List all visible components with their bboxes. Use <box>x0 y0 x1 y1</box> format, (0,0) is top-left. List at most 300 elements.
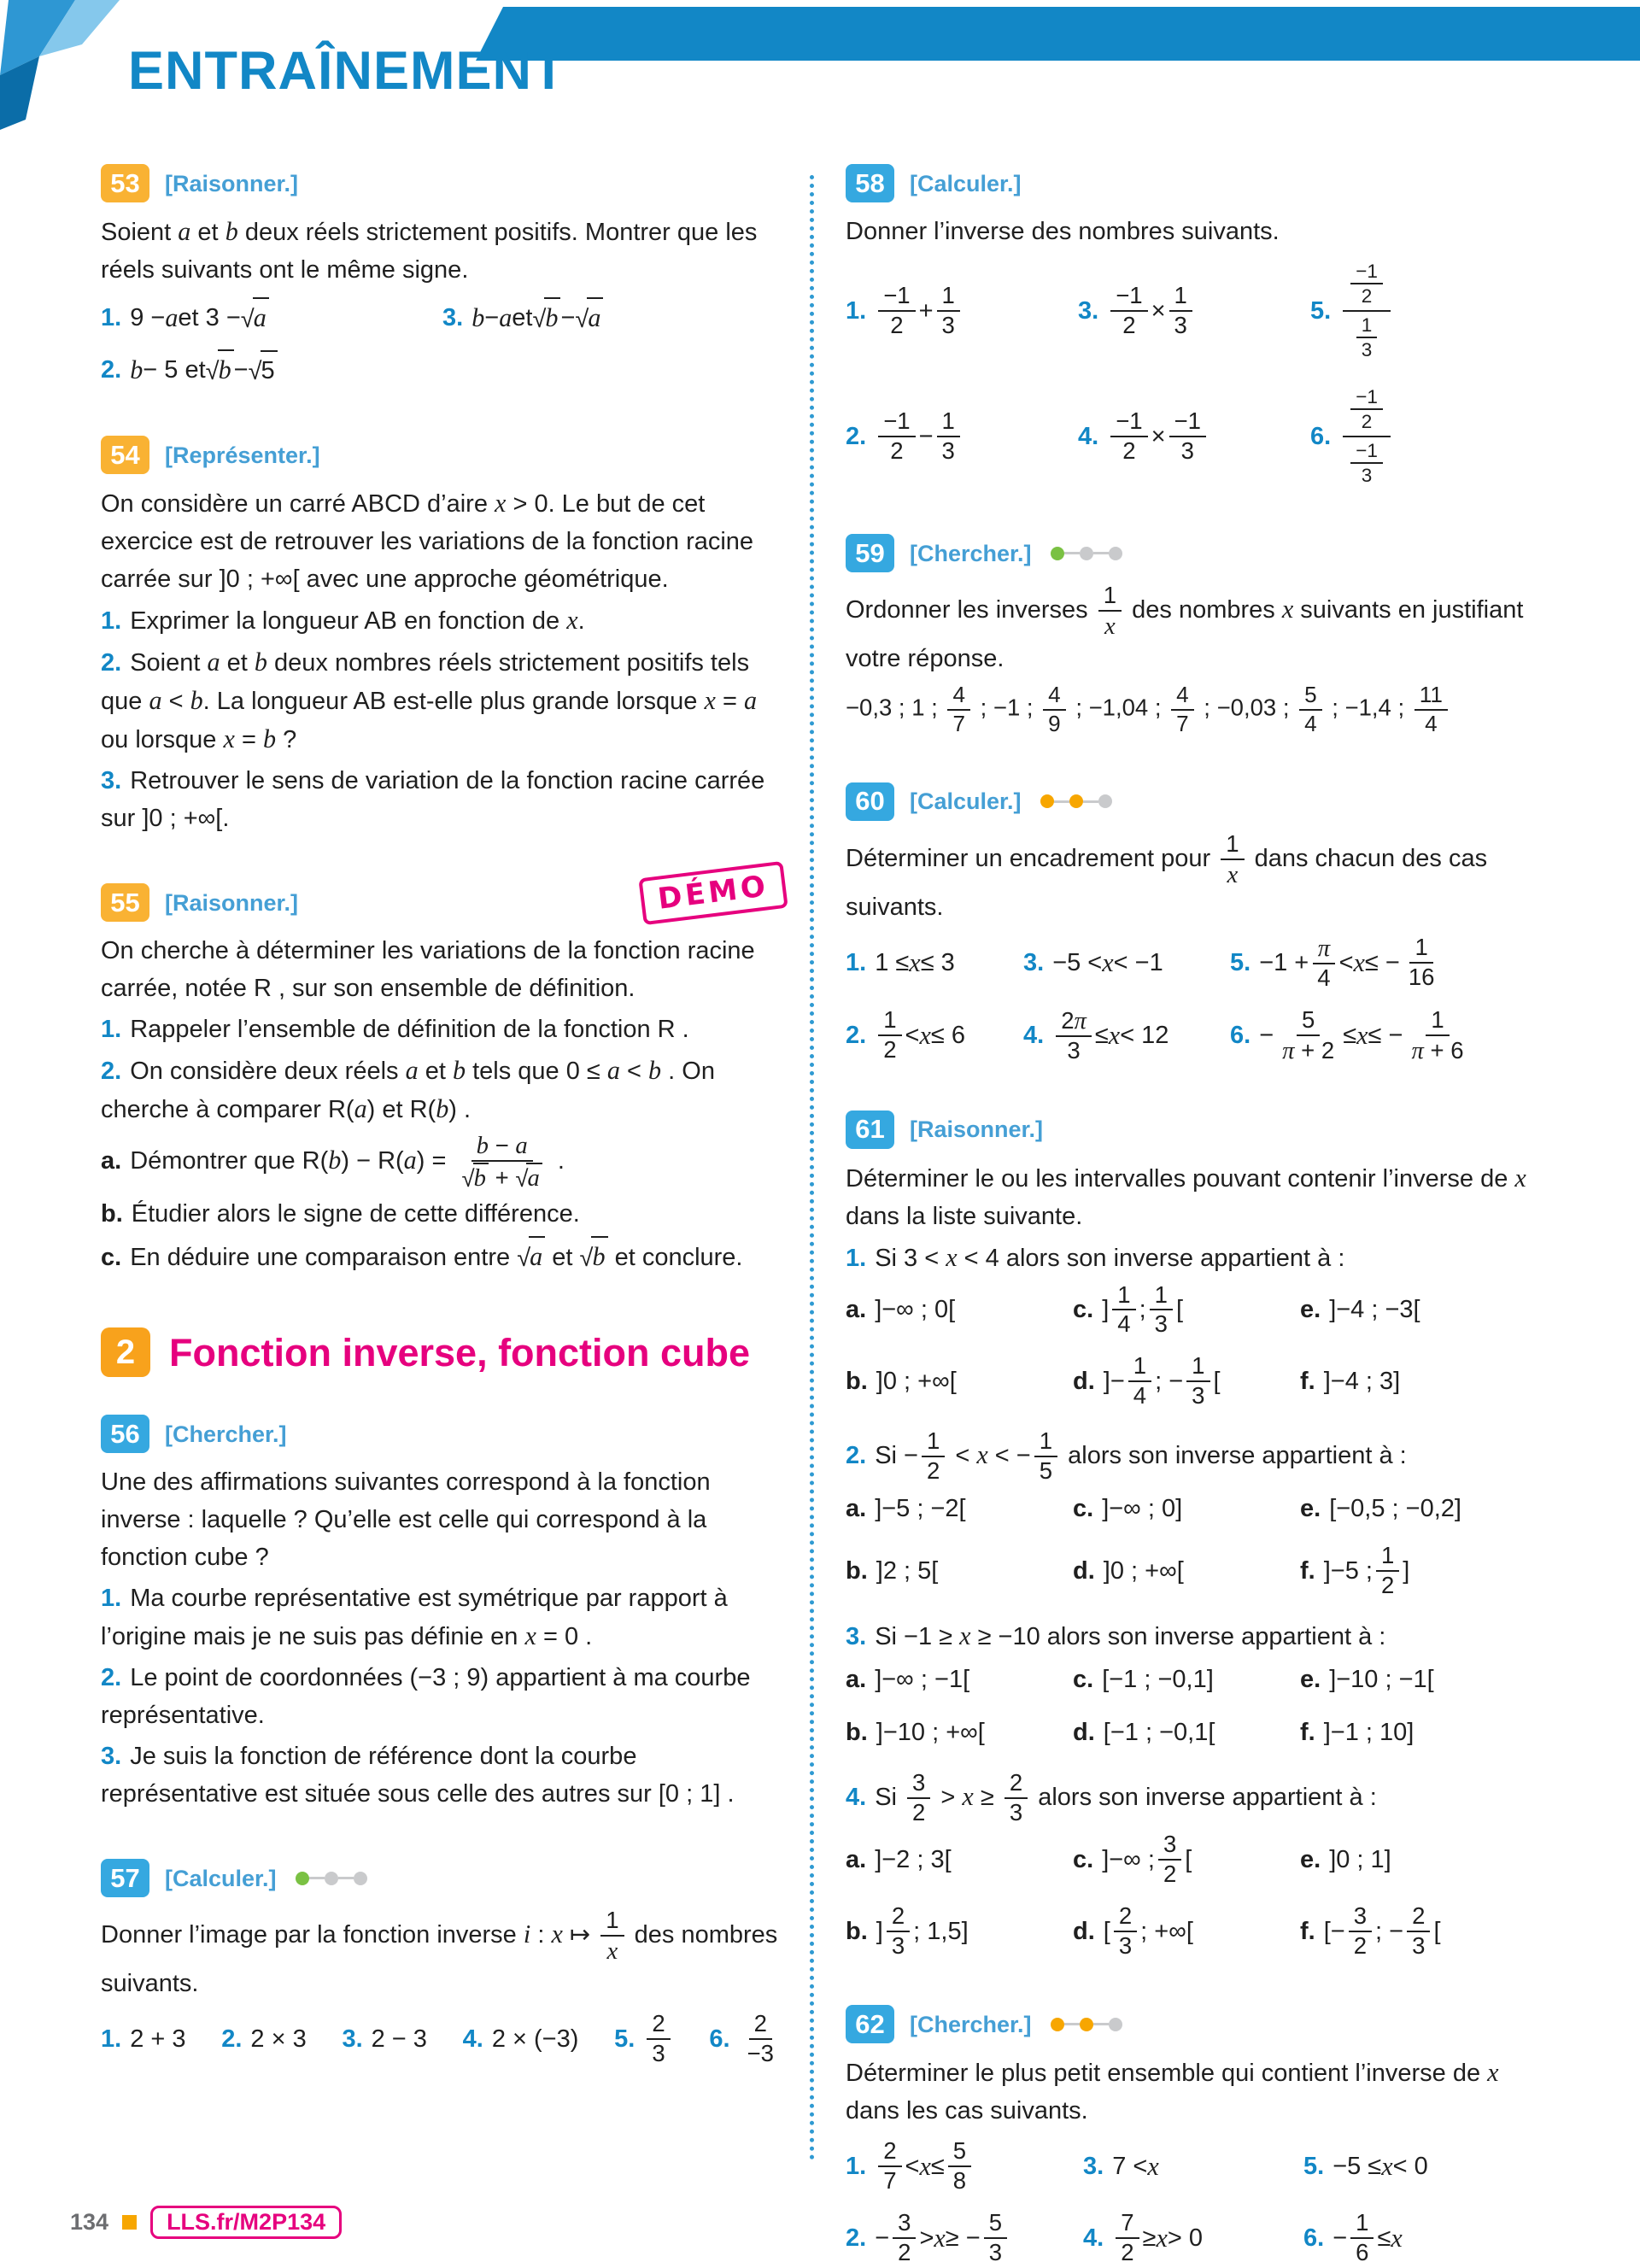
section-number-badge: 2 <box>101 1327 150 1377</box>
exercise-item <box>1300 1490 1529 1527</box>
fraction: $\frac{11}{4}$ <box>1414 683 1448 736</box>
exercise-item <box>1073 1661 1293 1698</box>
item-math: ]− $\frac{1}{4}$ ; − $\frac{1}{3}$ [ <box>1103 1352 1221 1409</box>
square-root: √a <box>575 297 603 337</box>
exercise-number-badge: 61 <box>846 1111 894 1149</box>
item-math: 2 − 3 <box>371 2025 427 2053</box>
item-label: b. <box>846 1719 868 1747</box>
item-label: 3. <box>846 1623 867 1651</box>
exercise-paragraph: Déterminer un encadrement pour $\frac{1}{x}$ dans chacun des cas suivants. <box>846 829 1488 921</box>
column-divider <box>810 175 814 2161</box>
item-text: Si − $\frac{1}{2}$ < x < − $\frac{1}{5}$ alors son inverse appartient à : <box>875 1427 1407 1484</box>
item-math: ]−5 ; $\frac{1}{2}$ ] <box>1323 1541 1410 1598</box>
fraction: $\frac{4}{9}$ <box>1043 683 1066 736</box>
item-label: 3. <box>1023 949 1045 977</box>
item-label: 5. <box>1230 949 1251 977</box>
item-label: e. <box>1300 1666 1321 1694</box>
exercise-header <box>846 2005 1529 2043</box>
exercise-item <box>101 762 782 837</box>
exercise-53 <box>101 164 782 390</box>
activity-tag: [Raisonner.] <box>165 889 299 916</box>
section-heading <box>101 1327 782 1377</box>
item-math: − $\frac{5}{\pi + 2}$ ≤ x ≤ − $\frac{1}{\pi + 6}$ <box>1259 1007 1472 1064</box>
exercise-paragraph: On cherche à déterminer les variations de la fonction racine carrée, notée R , sur son ensemble de définition. <box>101 937 755 1002</box>
item-label: 1. <box>846 949 867 977</box>
item-math: $\frac{-1}{2}$ + $\frac{1}{3}$ <box>875 283 964 339</box>
item-math: $\frac{-1}{2}$ − $\frac{1}{3}$ <box>875 408 964 465</box>
item-label: 1. <box>101 2025 122 2053</box>
exercise-item <box>1230 935 1529 992</box>
item-math: 9 − a et 3 − √a <box>130 297 269 337</box>
exercise-item <box>1073 1282 1293 1339</box>
difficulty-dot <box>354 1872 367 1885</box>
exercise-item <box>846 1490 1066 1527</box>
activity-tag: [Raisonner.] <box>910 1116 1044 1143</box>
difficulty-dot <box>1069 794 1083 808</box>
item-label: 4. <box>1078 422 1099 450</box>
item-label: 3. <box>1078 296 1099 325</box>
exercise-header <box>846 782 1529 821</box>
exercise-paragraph: Déterminer le ou les intervalles pouvant contenir l’inverse de x dans la liste suivante. <box>846 1163 1526 1230</box>
item-text: En déduire une comparaison entre √a et √b et conclure. <box>130 1244 742 1271</box>
item-label: 4. <box>462 2025 483 2053</box>
exercise-item <box>101 2020 186 2058</box>
fraction: $\frac{2}{-3}$ <box>747 2010 774 2066</box>
item-math: ] $\frac{1}{4}$ ; $\frac{1}{3}$ [ <box>1102 1281 1184 1338</box>
item-text: Rappeler l’ensemble de définition de la fonction R . <box>130 1016 689 1043</box>
item-math: −1 + $\frac{\pi}{4}$ < x ≤ − $\frac{1}{16}$ <box>1259 935 1443 992</box>
item-label: 6. <box>1303 2224 1325 2252</box>
exercise-item <box>846 1841 1066 1878</box>
item-text: Si $\frac{3}{2}$ > x ≥ $\frac{2}{3}$ alors son inverse appartient à : <box>875 1769 1377 1826</box>
exercise-paragraph: Ordonner les inverses $\frac{1}{x}$ des nombres x suivants en justifiant votre réponse. <box>846 582 1524 673</box>
item-text: Le point de coordonnées (−3 ; 9) appartient à ma courbe représentative. <box>101 1664 751 1730</box>
item-text: Étudier alors le signe de cette différence. <box>131 1200 580 1228</box>
item-math: [− $\frac{3}{2}$ ; − $\frac{2}{3}$ [ <box>1323 1902 1441 1959</box>
item-math: ]−1 ; 10] <box>1323 1719 1414 1747</box>
item-math: ]−∞ ; −1[ <box>875 1666 970 1694</box>
exercise-item-grid <box>846 1831 1529 1959</box>
exercise-57 <box>101 1859 782 2067</box>
item-text: On considère deux réels a et b tels que 0 ≤ a < b . On cherche à comparer R(a) et R(b) . <box>101 1056 715 1123</box>
fraction: $\frac{-1}{2}$ <box>878 408 915 465</box>
item-label: 3. <box>342 2025 363 2053</box>
fraction: $\frac{2\pi}{3}$ <box>1056 1007 1092 1064</box>
item-math: −5 ≤ x < 0 <box>1332 2152 1428 2182</box>
publisher-corner-logo <box>0 0 120 149</box>
exercise-number-badge: 57 <box>101 1859 149 1897</box>
exercise-54 <box>101 436 782 837</box>
item-label: 6. <box>709 2025 730 2053</box>
exercise-item <box>1073 1552 1293 1590</box>
item-math: [−1 ; −0,1[ <box>1103 1719 1215 1747</box>
item-label: b. <box>846 1368 868 1396</box>
exercise-item-grid <box>101 297 782 390</box>
exercise-item <box>846 1007 1016 1064</box>
item-math: ]0 ; +∞[ <box>1103 1556 1184 1585</box>
item-math: b − a et √b − √a <box>472 297 603 337</box>
item-math: b − 5 et √b − √5 <box>130 349 277 390</box>
exercise-item <box>101 1195 782 1233</box>
exercise-header <box>101 164 782 202</box>
item-text: Ma courbe représentative est symétrique par rapport à l’origine mais je ne suis pas définie en x = 0 . <box>101 1585 728 1651</box>
item-label: e. <box>1300 1296 1321 1324</box>
section-title: Fonction inverse, fonction cube <box>169 1330 751 1374</box>
difficulty-indicator <box>296 1872 367 1885</box>
fraction: $\frac{1}{3}$ <box>937 283 960 339</box>
exercise-item <box>846 1770 1529 1826</box>
item-math: $\frac{7}{2}$ ≥ x > 0 <box>1112 2210 1203 2266</box>
item-math: $\frac{1}{2}$ < x ≤ 6 <box>875 1007 965 1064</box>
difficulty-dot-link <box>1093 2023 1109 2025</box>
item-label: 1. <box>846 1244 867 1272</box>
exercise-55 <box>101 869 782 1276</box>
difficulty-dot-link <box>1083 800 1098 803</box>
activity-tag: [Chercher.] <box>910 2011 1032 2037</box>
activity-tag: [Chercher.] <box>910 540 1032 566</box>
exercise-item-grid <box>846 1282 1529 1409</box>
square-root: √b <box>532 297 560 337</box>
item-label: 3. <box>1083 2153 1104 2181</box>
exercise-item <box>101 1011 782 1048</box>
fraction: $\frac{1}{2}$ <box>878 1007 901 1064</box>
exercise-59 <box>846 534 1529 735</box>
item-label: 4. <box>846 1783 867 1811</box>
exercise-item <box>1023 1007 1223 1064</box>
exercise-item <box>1073 1714 1293 1751</box>
activity-tag: [Calculer.] <box>165 1865 277 1891</box>
exercise-header <box>846 534 1529 572</box>
fraction: $\frac{1}{2}$ <box>922 1428 945 1485</box>
difficulty-indicator <box>1051 547 1122 560</box>
item-math: 2 × 3 <box>250 2025 307 2053</box>
exercise-item <box>846 1552 1066 1590</box>
exercise-item <box>101 1052 782 1128</box>
exercise-item <box>101 1579 782 1656</box>
item-label: 6. <box>1230 1022 1251 1050</box>
item-label: 2. <box>846 2224 867 2252</box>
exercise-item <box>846 1291 1066 1328</box>
item-label: a. <box>846 1494 867 1522</box>
difficulty-dot <box>1080 547 1093 560</box>
item-math: −5 < x < −1 <box>1052 948 1163 978</box>
fraction: $\frac{1}{3}$ <box>1356 314 1378 361</box>
footer-link[interactable]: LLS.fr/M2P134 <box>150 2206 342 2239</box>
exercise-item <box>1303 2210 1529 2266</box>
fraction: $\frac{2}{3}$ <box>1407 1903 1430 1960</box>
exercise-header <box>101 1415 782 1453</box>
item-math: ]−∞ ; $\frac{3}{2}$ [ <box>1102 1831 1192 1887</box>
item-label: c. <box>1073 1296 1094 1324</box>
difficulty-dot-link <box>1093 552 1109 554</box>
square-root: √a <box>515 1164 542 1191</box>
item-math: ]−∞ ; 0[ <box>875 1296 956 1324</box>
fraction: $\frac{1}{2}$ <box>1376 1543 1399 1599</box>
exercise-item-grid <box>846 259 1529 488</box>
exercise-58 <box>846 164 1529 488</box>
exercise-60 <box>846 782 1529 1064</box>
fraction <box>1343 384 1391 488</box>
fraction: $\frac{2}{3}$ <box>647 2011 670 2067</box>
fraction: $\frac{7}{2}$ <box>1116 2210 1139 2266</box>
exercise-item-grid <box>846 2138 1529 2265</box>
exercise-item <box>1073 1353 1293 1409</box>
item-math <box>739 2011 782 2067</box>
exercise-paragraph: Donner l’inverse des nombres suivants. <box>846 218 1280 245</box>
exercise-61 <box>846 1111 1529 1960</box>
exercise-item <box>846 1617 1529 1656</box>
exercise-item <box>846 1363 1066 1400</box>
difficulty-dot <box>1080 2018 1093 2031</box>
item-label: c. <box>1073 1494 1094 1522</box>
item-label: 2. <box>846 1022 867 1050</box>
item-label: 3. <box>101 767 122 794</box>
fraction: $\frac{2}{3}$ <box>1114 1903 1137 1960</box>
exercise-56 <box>101 1415 782 1813</box>
math-list-line: −0,3 ; 1 ; $\frac{4}{7}$ ; −1 ; $\frac{4}{9}$ ; −1,04 ; $\frac{4}{7}$ ; −0,03 ; $\frac{5}{4}$ ; −1,4 ; $\frac{11}{4}$ <box>846 683 1529 736</box>
fraction: $\frac{5}{8}$ <box>948 2138 971 2195</box>
exercise-item <box>709 2011 782 2067</box>
exercise-item <box>1300 1714 1529 1751</box>
fraction: $\frac{1}{x}$ <box>600 1908 624 1965</box>
item-label: f. <box>1300 1719 1315 1747</box>
item-label: e. <box>1300 1845 1321 1873</box>
item-label: 1. <box>101 607 122 635</box>
exercise-item <box>101 643 782 759</box>
item-math: ]−2 ; 3[ <box>875 1845 952 1873</box>
exercise-number-badge: 53 <box>101 164 149 202</box>
fraction: $\frac{-1}{2}$ <box>1350 386 1383 433</box>
exercise-number-badge: 56 <box>101 1415 149 1453</box>
difficulty-indicator <box>1040 794 1112 808</box>
fraction: $\frac{3}{2}$ <box>1349 1903 1372 1960</box>
fraction: $\frac{-1}{2}$ <box>1110 283 1147 339</box>
exercise-item-grid <box>846 935 1529 1064</box>
square-root: √a <box>241 297 269 337</box>
exercise-62 <box>846 2005 1529 2265</box>
item-math: $\frac{-1}{2}$ × $\frac{1}{3}$ <box>1107 283 1196 339</box>
item-math: − $\frac{3}{2}$ > x ≥ − $\frac{5}{3}$ <box>875 2210 1010 2266</box>
square-root: √b <box>461 1164 488 1191</box>
square-root: √a <box>517 1244 545 1271</box>
item-label: 4. <box>1083 2224 1104 2252</box>
fraction <box>1343 259 1391 362</box>
page-number: 134 <box>70 2209 109 2235</box>
fraction: $\frac{3}{2}$ <box>1158 1831 1181 1888</box>
item-math: ]0 ; +∞[ <box>876 1368 957 1396</box>
item-math: $\frac{-1}{2}$ × $\frac{-1}{3}$ <box>1107 408 1210 465</box>
item-label: a. <box>846 1296 867 1324</box>
difficulty-dot <box>1051 2018 1064 2031</box>
footer-square-icon <box>122 2215 137 2230</box>
item-label: c. <box>1073 1845 1094 1873</box>
fraction: $\frac{1}{x}$ <box>1098 583 1122 640</box>
difficulty-indicator <box>1051 2018 1122 2031</box>
exercise-item <box>1230 1007 1529 1064</box>
exercise-item <box>846 1714 1066 1751</box>
fraction: $\frac{1}{6}$ <box>1350 2210 1374 2266</box>
exercise-item <box>101 601 782 640</box>
exercise-item <box>1310 259 1529 362</box>
fraction: $\frac{3}{2}$ <box>893 2210 916 2266</box>
exercise-item-grid <box>846 1661 1529 1751</box>
item-label: f. <box>1300 1368 1315 1396</box>
item-label: c. <box>1073 1666 1094 1694</box>
exercise-item <box>1073 1903 1293 1960</box>
item-label: 1. <box>846 2153 867 2181</box>
exercise-paragraph: Soient a et b deux réels strictement positifs. Montrer que les réels suivants ont le même signe. <box>101 217 758 284</box>
exercise-item <box>846 2210 1076 2266</box>
item-label: 5. <box>1310 296 1332 325</box>
item-text: Si 3 < x < 4 alors son inverse appartient à : <box>875 1242 1345 1272</box>
fraction: $\frac{1}{3}$ <box>1186 1353 1210 1409</box>
item-math: [−0,5 ; −0,2] <box>1329 1494 1461 1522</box>
exercise-item <box>846 1428 1529 1485</box>
exercise-number-badge: 62 <box>846 2005 894 2043</box>
exercise-item <box>101 349 436 390</box>
exercise-header <box>846 164 1529 202</box>
item-math: ]−10 ; +∞[ <box>876 1719 985 1747</box>
difficulty-dot-link <box>1064 2023 1080 2025</box>
page-title: ENTRAÎNEMENT <box>128 41 566 101</box>
item-math <box>643 2011 673 2067</box>
fraction: $\frac{5}{4}$ <box>1299 683 1322 736</box>
exercise-item <box>1300 1903 1529 1960</box>
activity-tag: [Raisonner.] <box>165 170 299 196</box>
exercise-item <box>846 2138 1076 2195</box>
item-label: f. <box>1300 1917 1315 1945</box>
exercise-number-badge: 55 <box>101 883 149 922</box>
exercise-header <box>846 1111 1529 1149</box>
square-root: √b <box>206 349 234 390</box>
item-label: 5. <box>1303 2153 1325 2181</box>
difficulty-dot <box>1109 2018 1122 2031</box>
exercise-number-badge: 58 <box>846 164 894 202</box>
fraction: $\frac{1}{4}$ <box>1112 1282 1135 1339</box>
exercise-item <box>614 2011 674 2067</box>
exercise-item <box>1300 1291 1529 1328</box>
item-math <box>1339 384 1394 488</box>
item-label: a. <box>846 1666 867 1694</box>
exercise-item <box>221 2020 307 2058</box>
square-root: √5 <box>249 350 278 390</box>
item-label: 5. <box>614 2025 636 2053</box>
item-label: f. <box>1300 1556 1315 1585</box>
exercise-item <box>1303 2148 1529 2185</box>
exercise-item <box>846 944 1016 982</box>
item-math: 2 + 3 <box>130 2025 186 2053</box>
item-label: b. <box>846 1556 868 1585</box>
item-label: 1. <box>101 1016 122 1043</box>
fraction: $\frac{2}{7}$ <box>878 2138 901 2195</box>
exercise-item <box>1078 283 1303 339</box>
right-column <box>846 164 1529 2268</box>
difficulty-dot-link <box>1064 552 1080 554</box>
item-label: 4. <box>1023 1022 1045 1050</box>
exercise-item <box>846 408 1071 465</box>
item-math: $\frac{2\pi}{3}$ ≤ x < 12 <box>1052 1007 1168 1064</box>
item-text: Soient a et b deux nombres réels strictement positifs tels que a < b. La longueur AB est-elle plus grande lorsque x = a ou lorsque x = b ? <box>101 648 758 753</box>
item-math: ]−5 ; −2[ <box>875 1494 966 1522</box>
exercise-item <box>1300 1363 1529 1400</box>
fraction: $\frac{5}{3}$ <box>984 2210 1007 2266</box>
exercise-item <box>463 2020 579 2058</box>
exercise-item <box>1300 1543 1529 1599</box>
item-label: 1. <box>846 296 867 325</box>
fraction: $\frac{2}{3}$ <box>887 1903 910 1960</box>
item-label: 2. <box>101 1058 122 1085</box>
item-label: 3. <box>101 1743 122 1771</box>
exercise-item <box>101 1132 782 1192</box>
square-root: √b <box>580 1244 608 1271</box>
exercise-paragraph: Donner l’image par la fonction inverse i : x ↦ $\frac{1}{x}$ des nombres suivants. <box>101 1907 778 1998</box>
item-math: ]−10 ; −1[ <box>1329 1666 1434 1694</box>
fraction: $\frac{2}{3}$ <box>1004 1770 1028 1826</box>
fraction: $\frac{-1}{2}$ <box>1110 408 1147 465</box>
item-text: Si −1 ≥ x ≥ −10 alors son inverse appartient à : <box>875 1621 1386 1651</box>
fraction: $\frac{1}{4}$ <box>1128 1353 1151 1409</box>
item-label: 2. <box>846 422 867 450</box>
activity-tag: [Calculer.] <box>910 788 1022 815</box>
item-math: $\frac{2}{7}$ < x ≤ $\frac{5}{8}$ <box>875 2138 975 2195</box>
fraction: $\frac{1}{3}$ <box>937 408 960 465</box>
item-label: a. <box>101 1146 122 1175</box>
exercise-item <box>1300 1841 1529 1878</box>
exercise-item <box>1073 1490 1293 1527</box>
exercise-item <box>342 2020 427 2058</box>
item-label: e. <box>1300 1494 1321 1522</box>
item-text: Démontrer que R(b) − R(a) = $\frac{b - a}{√b + √a}$ . <box>130 1132 565 1193</box>
item-label: 2. <box>101 1664 122 1692</box>
exercise-paragraph: Une des affirmations suivantes correspond à la fonction inverse : laquelle ? Qu’elle est celle qui correspond à la fonction cube ? <box>101 1468 711 1572</box>
item-label: 2. <box>221 2025 243 2053</box>
exercise-header <box>101 1859 782 1897</box>
item-label: a. <box>846 1845 867 1873</box>
fraction: $\frac{1}{5}$ <box>1034 1428 1057 1485</box>
fraction: $\frac{1}{\pi + 6}$ <box>1411 1005 1464 1064</box>
demo-stamp: DÉMO <box>638 861 788 925</box>
exercise-item <box>1300 1661 1529 1698</box>
fraction: $\frac{-1}{2}$ <box>878 283 915 339</box>
item-math: 7 < x <box>1112 2152 1159 2182</box>
fraction: $\frac{1}{3}$ <box>1150 1282 1173 1339</box>
item-label: b. <box>101 1200 123 1228</box>
item-label: 2. <box>846 1441 867 1469</box>
item-math: ]−4 ; −3[ <box>1329 1296 1420 1324</box>
fraction: $\frac{1}{3}$ <box>1169 283 1192 339</box>
fraction: $\frac{-1}{3}$ <box>1350 440 1383 487</box>
difficulty-dot <box>296 1872 309 1885</box>
exercise-item <box>1083 2148 1297 2185</box>
difficulty-dot <box>1109 547 1122 560</box>
exercise-item <box>101 297 436 337</box>
exercise-number-badge: 59 <box>846 534 894 572</box>
difficulty-dot <box>1051 547 1064 560</box>
item-label: d. <box>1073 1917 1095 1945</box>
exercise-item <box>1078 408 1303 465</box>
page-footer <box>70 2206 342 2239</box>
fraction: $\frac{-1}{2}$ <box>1350 261 1383 308</box>
fraction: $\frac{1}{x}$ <box>1221 831 1244 888</box>
item-label: c. <box>101 1244 122 1272</box>
difficulty-dot <box>1098 794 1112 808</box>
exercise-item <box>846 1903 1066 1960</box>
item-math: ] $\frac{2}{3}$ ; 1,5] <box>876 1902 969 1959</box>
item-label: d. <box>1073 1719 1095 1747</box>
fraction: $\frac{4}{7}$ <box>1171 683 1194 736</box>
fraction: $\frac{\pi}{4}$ <box>1312 935 1335 992</box>
difficulty-dot-link <box>1054 800 1069 803</box>
